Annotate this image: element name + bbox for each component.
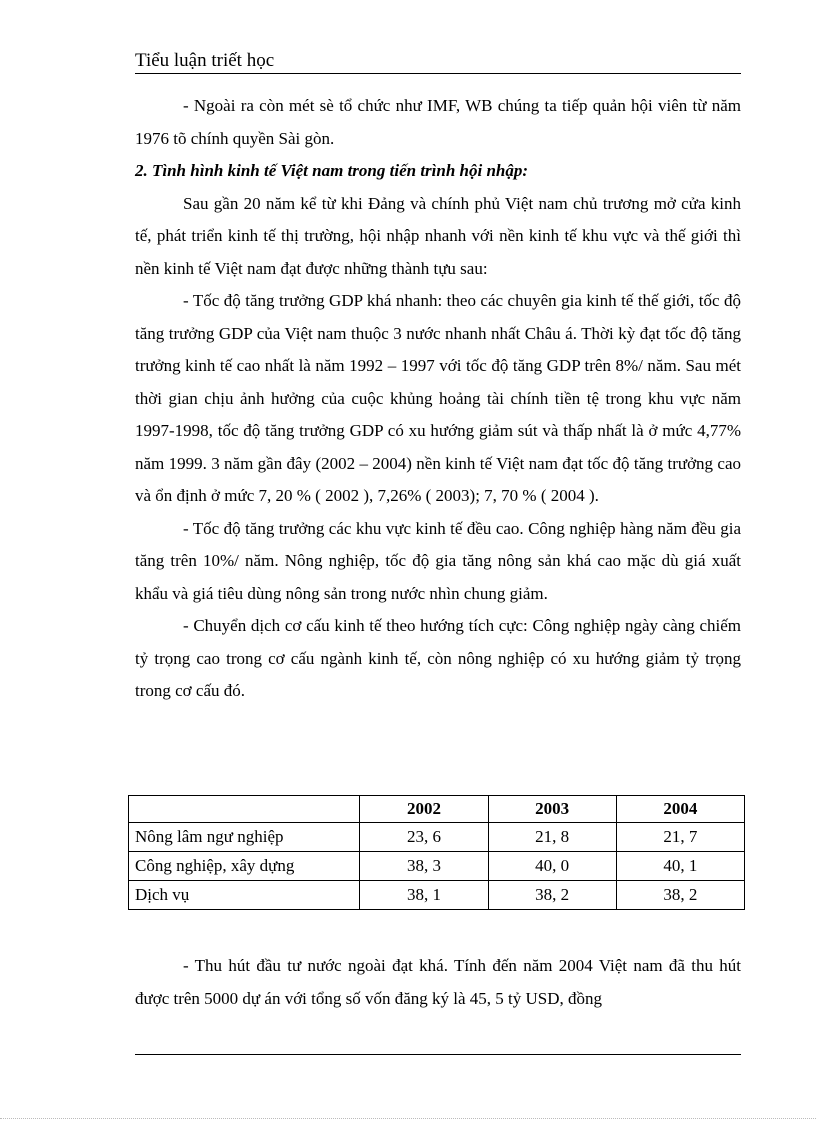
table-cell: 40, 0 [488,852,616,881]
table-header-row [129,796,745,823]
page-break-line [0,1118,816,1119]
table-cell: 21, 8 [488,823,616,852]
paragraph-sector-growth: - Tốc độ tăng trưởng các khu vực kinh tế đều cao. Công nghiệp hàng năm đều gia tăng trên 10%/ năm. Nông nghiệp, tốc độ gia tăng nông sản khá cao mặc dù giá xuất khẩu và giá tiêu dùng nông sản trong nước nhìn chung giảm. [135,518,741,603]
closing-text [135,950,741,1015]
economic-structure-table [128,795,745,910]
table-header-cell: 2004 [616,796,744,823]
header-title: Tiểu luận triết học [135,50,275,71]
table-header-cell: 2003 [488,796,616,823]
table-cell: 38, 3 [360,852,488,881]
paragraph-structure-shift: - Chuyển dịch cơ cấu kinh tế theo hướng tích cực: Công nghiệp ngày càng chiếm tỷ trọng cao trong cơ cấu ngành kinh tế, còn nông nghiệp có xu hướng giảm tỷ trọng trong cơ cấu đó. [135,616,741,700]
row-label: Công nghiệp, xây dựng [129,852,360,881]
footer-rule [135,1054,741,1055]
paragraph-overview: Sau gần 20 năm kể từ khi Đảng và chính phủ Việt nam chủ trương mở cửa kinh tế, phát triển kinh tế thị trường, hội nhập nhanh với nền kinh tế khu vực và thế giới thì nền kinh tế Việt nam đạt được những thành tựu sau: [135,193,741,278]
paragraph-gdp-growth: - Tốc độ tăng trưởng GDP khá nhanh: theo các chuyên gia kinh tế thế giới, tốc độ tăng trưởng GDP của Việt nam thuộc 3 nước nhanh nhất Châu á. Thời kỳ đạt tốc độ tăng trưởng kinh tế cao nhất là năm 1992 – 1997 với tốc độ tăng GDP trên 8%/ năm. Sau mét thời gian chịu ảnh hưởng của cuộc khủng hoảng tài chính tiền tệ trong khu vực năm 1997-1998, tốc độ tăng trưởng GDP có xu hướng giảm sút và thấp nhất là ở mức 4,77% năm 1999. 3 năm gần đây (2002 – 2004) nền kinh tế Việt nam đạt tốc độ tăng trưởng cao và ổn định ở mức 7, 20 % ( 2002 ), 7,26% ( 2003); 7, 70 % ( 2004 ). [135,291,741,505]
paragraph-intl-orgs: - Ngoài ra còn mét sè tổ chức như IMF, WB chúng ta tiếp quản hội viên từ năm 1976 tõ chính quyền Sài gòn. [135,96,741,148]
row-label: Dịch vụ [129,881,360,910]
table-cell: 23, 6 [360,823,488,852]
table-cell: 38, 2 [488,881,616,910]
table-row [129,881,745,910]
table-cell: 21, 7 [616,823,744,852]
table-header-cell [129,796,360,823]
row-label: Nông lâm ngư nghiệp [129,823,360,852]
table-header-cell: 2002 [360,796,488,823]
table-cell: 38, 1 [360,881,488,910]
section-heading: 2. Tình hình kinh tế Việt nam trong tiến trình hội nhập: [135,161,529,180]
table-cell: 40, 1 [616,852,744,881]
table-cell: 38, 2 [616,881,744,910]
body-text [135,90,741,708]
paragraph-fdi: - Thu hút đầu tư nước ngoài đạt khá. Tính đến năm 2004 Việt nam đã thu hút được trên 5000 dự án với tổng số vốn đăng ký là 45, 5 tỷ USD, đồng [135,956,741,1008]
page-header [135,50,741,74]
table-row [129,852,745,881]
table-row [129,823,745,852]
